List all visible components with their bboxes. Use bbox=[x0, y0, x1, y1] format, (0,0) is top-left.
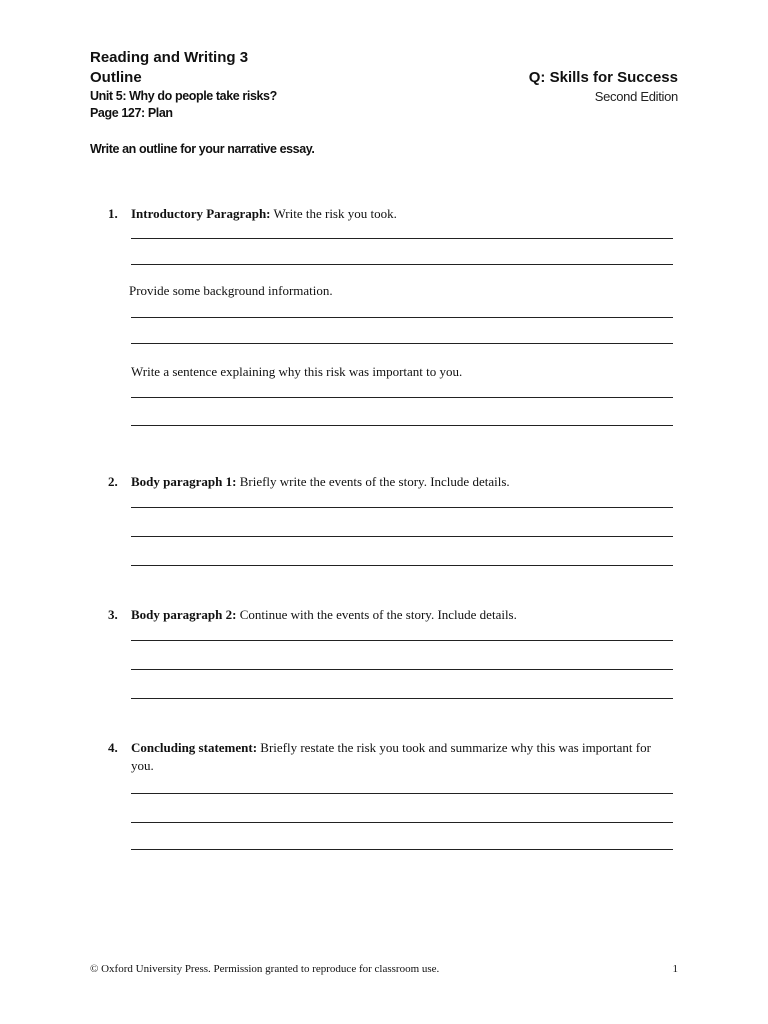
section-prompt: Continue with the events of the story. Include details. bbox=[236, 607, 517, 622]
answer-line[interactable] bbox=[131, 849, 673, 850]
answer-line[interactable] bbox=[131, 793, 673, 794]
answer-line[interactable] bbox=[131, 343, 673, 344]
section-label: Introductory Paragraph: bbox=[131, 206, 271, 221]
doc-type: Outline bbox=[90, 69, 142, 86]
answer-line[interactable] bbox=[131, 507, 673, 508]
page-number: 1 bbox=[672, 963, 678, 975]
section-3 bbox=[108, 606, 674, 624]
section-2 bbox=[108, 473, 674, 491]
page-reference: Page 127: Plan bbox=[90, 106, 173, 120]
answer-line[interactable] bbox=[131, 397, 673, 398]
answer-line[interactable] bbox=[131, 640, 673, 641]
answer-line[interactable] bbox=[131, 238, 673, 239]
unit-title: Unit 5: Why do people take risks? bbox=[90, 89, 277, 103]
section-prompt: Write the risk you took. bbox=[270, 206, 397, 221]
instruction: Write an outline for your narrative essay. bbox=[90, 142, 315, 156]
section-prompt: Briefly restate the risk you took and summarize why this was important for you. bbox=[131, 740, 651, 773]
answer-line[interactable] bbox=[131, 669, 673, 670]
answer-line[interactable] bbox=[131, 698, 673, 699]
subprompt: Provide some background information. bbox=[129, 283, 333, 298]
brand-title: Q: Skills for Success bbox=[528, 69, 678, 86]
header-right bbox=[529, 68, 678, 106]
section-4 bbox=[108, 739, 674, 775]
section-label: Body paragraph 1: bbox=[131, 474, 237, 489]
section-number: 4. bbox=[108, 740, 118, 755]
section-label: Concluding statement: bbox=[131, 740, 258, 755]
copyright-notice: © Oxford University Press. Permission granted to reproduce for classroom use. bbox=[90, 963, 440, 975]
answer-line[interactable] bbox=[131, 565, 673, 566]
answer-line[interactable] bbox=[131, 264, 673, 265]
answer-line[interactable] bbox=[131, 822, 673, 823]
answer-line[interactable] bbox=[131, 425, 673, 426]
header-left bbox=[90, 48, 277, 122]
answer-line[interactable] bbox=[131, 317, 673, 318]
section-label: Body paragraph 2: bbox=[131, 607, 237, 622]
answer-line[interactable] bbox=[131, 536, 673, 537]
edition-label: Second Edition bbox=[594, 89, 678, 104]
course-title: Reading and Writing 3 bbox=[90, 49, 249, 66]
section-1 bbox=[108, 205, 674, 223]
section-prompt: Briefly write the events of the story. Include details. bbox=[236, 474, 510, 489]
subprompt: Write a sentence explaining why this risk was important to you. bbox=[131, 364, 463, 379]
section-number: 3. bbox=[108, 607, 118, 622]
section-number: 2. bbox=[108, 474, 118, 489]
section-number: 1. bbox=[108, 206, 118, 221]
